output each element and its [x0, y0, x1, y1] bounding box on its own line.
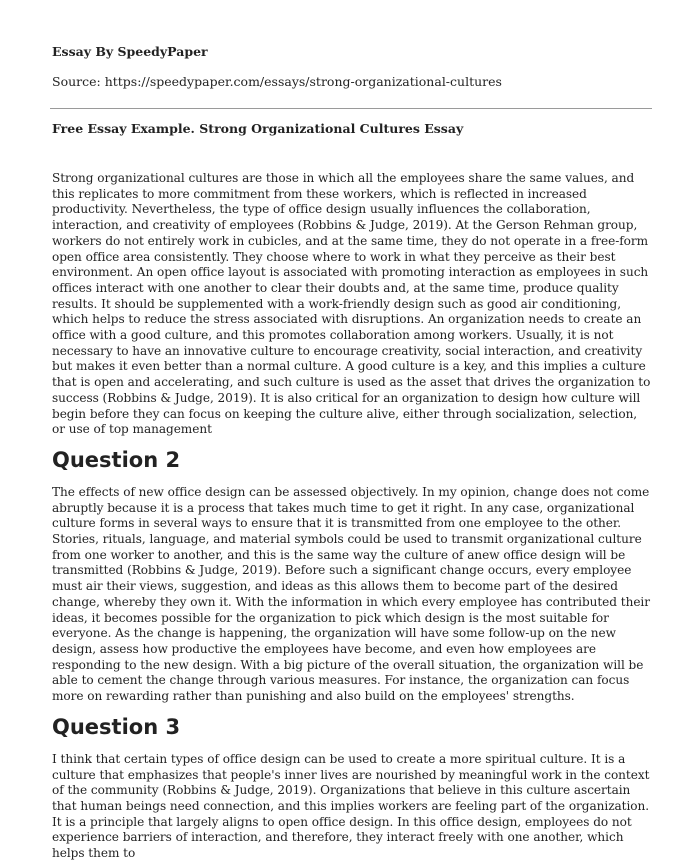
header-divider: [50, 108, 652, 109]
essay-title: Free Essay Example. Strong Organizational Cultures Essay: [52, 121, 464, 136]
essay-author-line: Essay By SpeedyPaper: [52, 44, 208, 59]
question-3-paragraph: I think that certain types of office design can be used to create a more spiritual culture. It is a culture that emphasizes that people's inner lives are nourished by meaningful work in the context of the community (Robbins & Judge, 2019). Organizations that believe in this culture ascertain that human beings need connection, and this implies workers are feeling part of the organization. It is a principle that largely aligns to open office design. In this office design, employees do not experience barriers of interaction, and therefore, they interact freely with one another, which helps them to: [52, 751, 650, 861]
section-heading-question-2: Question 2: [52, 447, 181, 472]
question-2-paragraph: The effects of new office design can be assessed objectively. In my opinion, change does not come abruptly because it is a process that takes much time to get it right. In any case, organizational culture forms in several ways to ensure that it is transmitted from one employee to the other. Stories, rituals, language, and material symbols could be used to transmit organizational culture from one worker to another, and this is the same way the culture of anew office design will be transmitted (Robbins & Judge, 2019). Before such a significant change occurs, every employee must air their views, suggestion, and ideas as this allows them to become part of the desired change, whereby they own it. With the information in which every employee has contributed their ideas, it becomes possible for the organization to pick which design is the most suitable for everyone. As the change is happening, the organization will have some follow-up on the new design, assess how productive the employees have become, and even how employees are responding to the new design. With a big picture of the overall situation, the organization will be able to cement the change through various measures. For instance, the organization can focus more on rewarding rather than punishing and also build on the employees' strengths.: [52, 484, 650, 704]
intro-paragraph: Strong organizational cultures are those in which all the employees share the same values, and this replicates to more commitment from these workers, which is reflected in increased productivity. Nevertheless, the type of office design usually influences the collaboration, interaction, and creativity of employees (Robbins & Judge, 2019). At the Gerson Rehman group, workers do not entirely work in cubicles, and at the same time, they do not operate in a free-form open office area consistently. They choose where to work in what they perceive as their best environment. An open office layout is associated with promoting interaction as employees in such offices interact with one another to clear their doubts and, at the same time, produce quality results. It should be supplemented with a work-friendly design such as good air conditioning, which helps to reduce the stress associated with disruptions. An organization needs to create an office with a good culture, and this promotes collaboration among workers. Usually, it is not necessary to have an innovative culture to encourage creativity, social interaction, and creativity but makes it even better than a normal culture. A good culture is a key, and this implies a culture that is open and accelerating, and such culture is used as the asset that drives the organization to success (Robbins & Judge, 2019). It is also critical for an organization to design how culture will begin before they can focus on keeping the culture alive, either through socialization, selection, or use of top management: [52, 171, 651, 437]
section-heading-question-3: Question 3: [52, 714, 181, 739]
document-page: [52, 30, 652, 862]
source-line: Source: https://speedypaper.com/essays/strong-organizational-cultures: [52, 74, 502, 89]
